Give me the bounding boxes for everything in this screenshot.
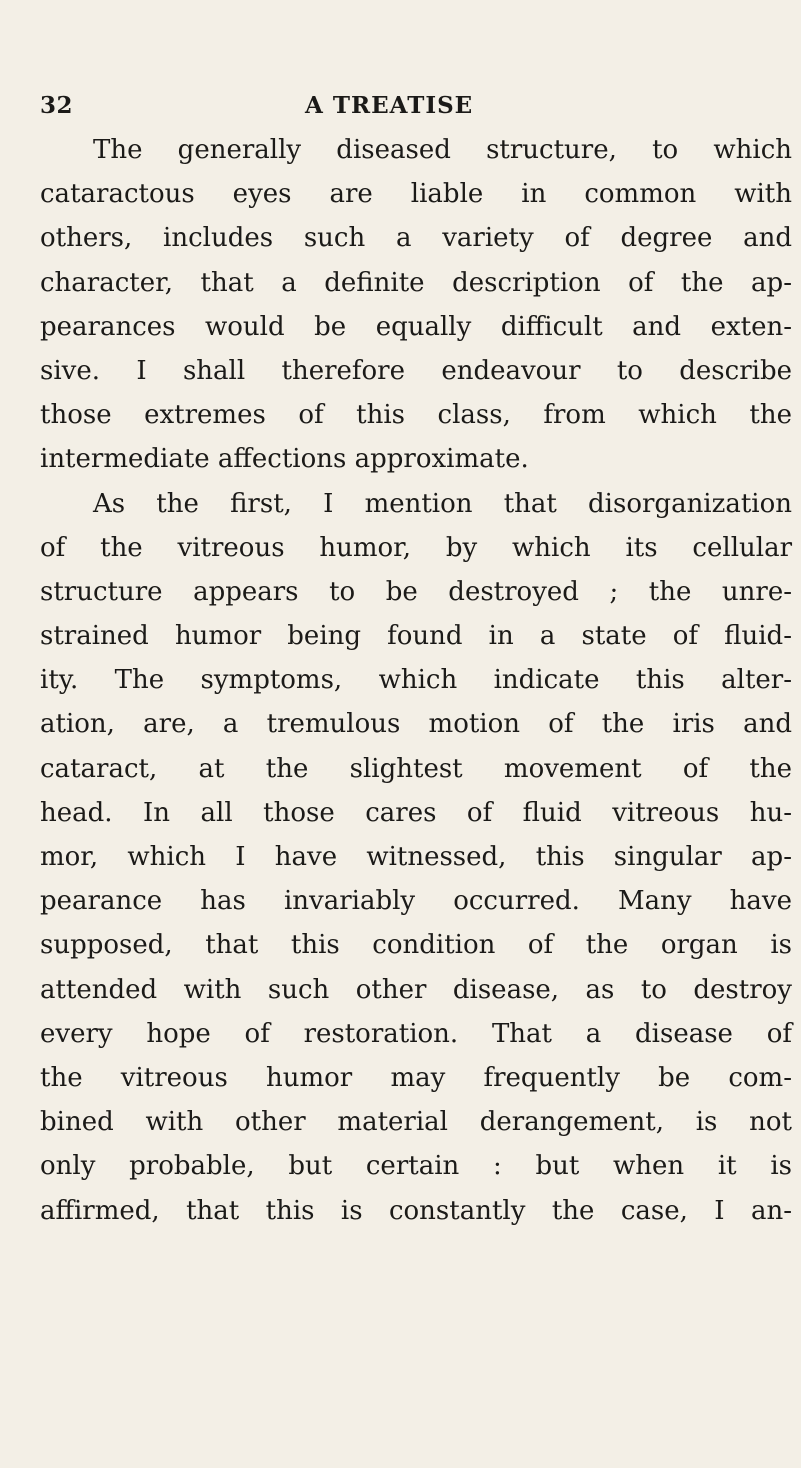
text-line: The generally diseased structure, to which [93,135,792,165]
text-line: cataract, at the slightest movement of the [40,753,792,784]
text-line: bined with other material derangement, is not [40,1107,792,1138]
text-line: attended with such other disease, as to destroy [40,974,792,1005]
text-line: those extremes of this class, from which the [40,400,792,431]
text-line: mor, which I have witnessed, this singular ap- [40,842,792,872]
body-text [40,128,792,1233]
text-line: sive. I shall therefore endeavour to describe [40,355,792,386]
text-line: affirmed, that this is constantly the case, I an- [40,1195,792,1226]
text-line: the vitreous humor may frequently be com- [40,1062,792,1093]
text-line: ation, are, a tremulous motion of the iris and [40,709,792,740]
text-line: every hope of restoration. That a disease of [40,1018,792,1049]
page-header [0,92,801,122]
text-line: strained humor being found in a state of fluid- [40,621,792,652]
text-line: others, includes such a variety of degree and [40,223,792,254]
text-line: character, that a definite description of the ap- [40,267,792,298]
text-line: head. In all those cares of fluid vitreous hu- [40,797,792,828]
text-line: structure appears to be destroyed ; the unre- [40,576,792,607]
text-line: ity. The symptoms, which indicate this alter- [40,665,792,696]
text-line: pearances would be equally difficult and exten- [40,311,792,342]
text-line: pearance has invariably occurred. Many have [40,886,792,917]
page-number: 32 [40,92,74,119]
text-line: As the first, I mention that disorganization [93,488,792,519]
running-title: A TREATISE [305,92,474,119]
text-line: only probable, but certain : but when it is [40,1151,792,1182]
text-line: of the vitreous humor, by which its cellular [40,532,792,563]
text-line: intermediate affections approximate. [40,444,529,475]
text-line: supposed, that this condition of the organ is [40,930,792,961]
text-line: cataractous eyes are liable in common with [40,179,792,210]
